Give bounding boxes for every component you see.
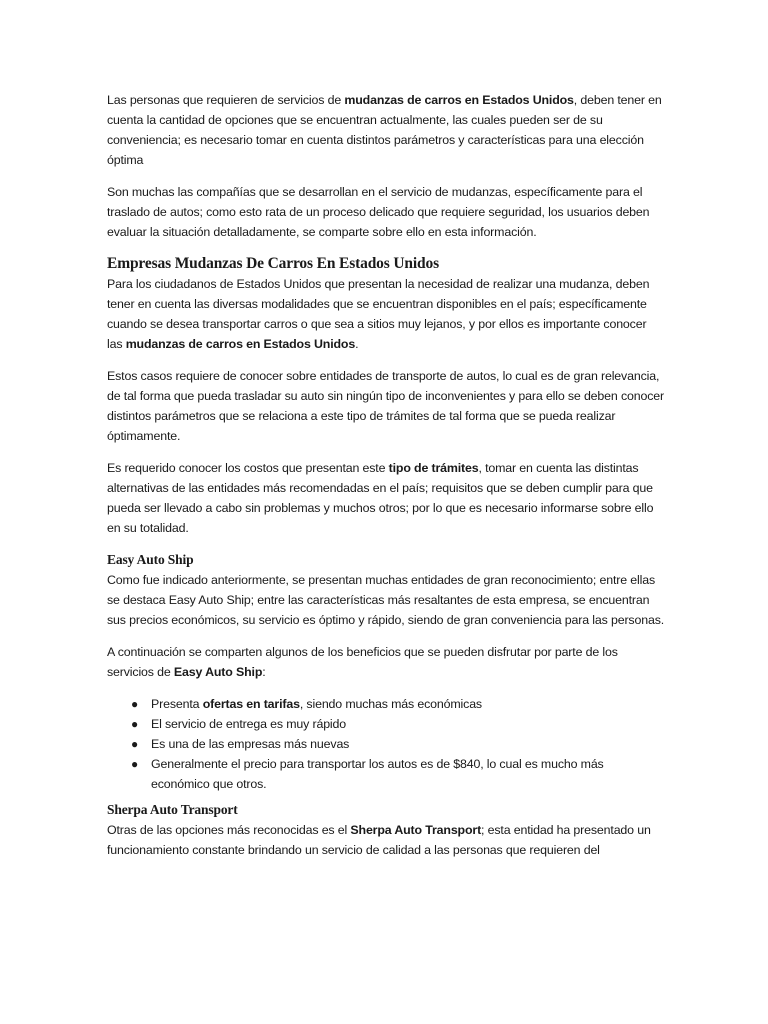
bullet-icon: ●: [131, 697, 139, 711]
paragraph-easy-auto-ship: Como fue indicado anteriormente, se presentan muchas entidades de gran reconocimiento; entre ellas se destaca Easy Auto Ship; entre las características más resaltantes de esta empresa, se encuentran sus precios económicos, su servicio es óptimo y rápido, siendo de gran conveniencia para las personas.: [107, 573, 665, 627]
heading-empresas: Empresas Mudanzas De Carros En Estados Unidos: [107, 255, 440, 272]
paragraph-intro: Las personas que requieren de servicios de mudanzas de carros en Estados Unidos, deben tener en cuenta la cantidad de opciones que se encuentran actualmente, las cuales pueden ser de su conveniencia; es necesario tomar en cuenta distintos parámetros y características para una elección óptima: [107, 93, 662, 167]
list-item: ● El servicio de entrega es muy rápido: [107, 714, 665, 734]
bullet-icon: ●: [131, 737, 139, 751]
bold-keyword: Sherpa Auto Transport: [350, 823, 482, 837]
paragraph-ciudadanos: Para los ciudadanos de Estados Unidos que presentan la necesidad de realizar una mudanza, deben tener en cuenta las diversas modalidades que se encuentran disponibles en el país; específicamente cuando se desea transportar carros o que sea a sitios muy lejanos, y por ellos es importante conocer las mudanzas de carros en Estados Unidos.: [107, 277, 650, 351]
bullet-icon: ●: [131, 717, 139, 731]
bullet-icon: ●: [131, 757, 139, 771]
list-item: ● Generalmente el precio para transportar los autos es de $840, lo cual es mucho más económico que otros.: [107, 754, 665, 794]
heading-sherpa-auto-transport: Sherpa Auto Transport: [107, 802, 238, 817]
paragraph-beneficios: A continuación se comparten algunos de los beneficios que se pueden disfrutar por parte de los servicios de Easy Auto Ship:: [107, 645, 618, 679]
list-item: ● Presenta ofertas en tarifas, siendo muchas más económicas: [107, 694, 665, 714]
paragraph-companies: Son muchas las compañías que se desarrollan en el servicio de mudanzas, específicamente para el traslado de autos; como esto rata de un proceso delicado que requiere seguridad, los usuarios deben evaluar la situación detalladamente, se comparte sobre ello en esta información.: [107, 185, 650, 239]
document-page: [107, 90, 665, 872]
bold-keyword: ofertas en tarifas: [202, 697, 300, 711]
paragraph-sherpa: Otras de las opciones más reconocidas es el Sherpa Auto Transport; esta entidad ha presentado un funcionamiento constante brindando un servicio de calidad a las personas que requieren del: [107, 823, 651, 857]
paragraph-costos: Es requerido conocer los costos que presentan este tipo de trámites, tomar en cuenta las distintas alternativas de las entidades más recomendadas en el país; requisitos que se deben cumplir para que pueda ser llevado a cabo sin problemas y muchos otros; por lo que es necesario informarse sobre ello en su totalidad.: [107, 461, 654, 535]
bold-keyword: Easy Auto Ship: [173, 665, 263, 679]
bold-keyword: mudanzas de carros en Estados Unidos: [344, 93, 574, 107]
bold-keyword: mudanzas de carros en Estados Unidos: [125, 337, 356, 351]
bold-keyword: tipo de trámites: [388, 461, 479, 475]
heading-easy-auto-ship: Easy Auto Ship: [107, 552, 194, 567]
benefits-list: [107, 694, 665, 794]
list-item: ● Es una de las empresas más nuevas: [107, 734, 665, 754]
paragraph-casos: Estos casos requiere de conocer sobre entidades de transporte de autos, lo cual es de gran relevancia, de tal forma que pueda trasladar su auto sin ningún tipo de inconvenientes y para ello se deben conocer distintos parámetros que se relaciona a este tipo de trámites de tal forma que se pueda realizar óptimamente.: [107, 369, 664, 443]
